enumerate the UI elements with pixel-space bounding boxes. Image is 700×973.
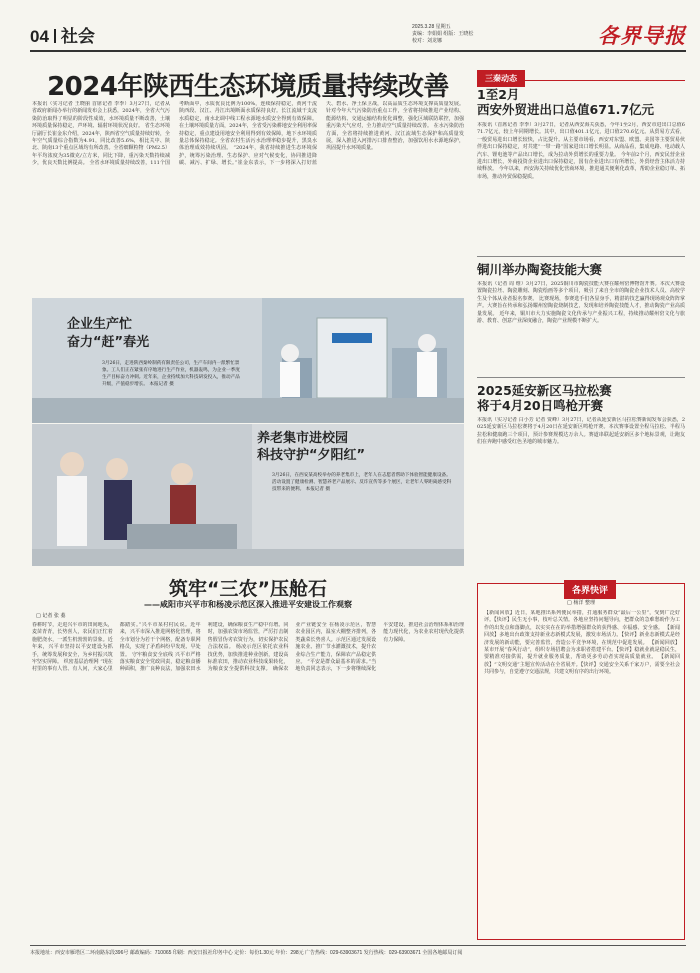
page-header — [30, 22, 686, 48]
commentary-byline: □ 杨洋 整理 — [567, 600, 595, 606]
page-footer: 本报地址：西安市雁塔区二环南路东段396号 邮政编码：710065 印刷：西安日报社印务中心 定价：每份1.30元 年价：298元 广告热线：029-63903671 发行热线：029-63903671 全国各地邮局订阅 — [30, 945, 686, 956]
divider — [477, 377, 685, 378]
commentary-box — [477, 583, 685, 940]
page-number-section — [30, 22, 95, 47]
section-name: 社会 — [60, 27, 95, 46]
photo2-caption: 3月26日，在西安某高校举办的养老集市上，老年人在志愿者帮助下体验智能健康设备。活动设置了健康检测、智慧养老产品展示、反诈宣传等多个展区，让老年人零距离感受科技带来的便利。 本报记者 摄 — [272, 473, 452, 492]
commentary-body: 【新闻回放】近日，某地推出系列便民举措，打通服务群众“最后一公里”，受到广泛好评。【快评】民生无小事，枝叶总关情。各地应坚持问题导向，把群众的急难愁盼作为工作的出发点和落脚点，以实实在在的举措增强群众的获得感、幸福感、安全感。 【新闻回放】多地出台政策支持新业态新模式发展，激发市场活力。【快评】新业态新模式是经济发展的新动能，要完善监管，营造公平竞争环境，在规范中促进发展。 【新闻回放】某市开展“春风行动”，组织专场招聘会为求职者搭建平台。【快评】稳就业就是稳民生，要精准对接供需，提升就业服务质量，帮助更多劳动者实现高质量就业。 【新闻回放】“文明交通”主题宣传活动在全省展开。【快评】交通安全关系千家万户，需要全社会共同参与，自觉遵守交通法规，共建文明有序的出行环境。 — [484, 610, 680, 676]
editor-line: 责编：李娟娟 组版：王晓松 — [412, 31, 474, 37]
newspaper-logo: 各界导报 — [598, 23, 686, 48]
commentary-tag: 各界快评 — [564, 580, 616, 599]
photo1-headline: 企业生产忙 奋力“赶”春光 — [67, 317, 150, 350]
proof-line: 校对：刘龙娜 — [412, 38, 443, 44]
divider — [477, 256, 685, 257]
right-article1-title: 1至2月 西安外贸进出口总值671.7亿元 — [477, 87, 655, 117]
right-article1-body: 本报讯（首席记者 李季）3月27日，记者从西安海关获悉，今年1至2月，西安市进出口总值671.7亿元，较上年同期增长。其中，出口值401.1亿元，进口值270.6亿元。从贸易方式看，一般贸易进出口增长较快，占比提升。从主要市场看，西安对东盟、欧盟、美国等主要贸易伙伴进出口保持稳定，对共建“一带一路”国家进出口增长明显。从商品看，集成电路、电动载人汽车、锂电池等产品出口增长，成为拉动外贸增长的重要力量。 今年前2个月，西安民营企业进出口增长，外商投资企业进出口保持稳定，国有企业进出口有所增长，外贸经营主体活力持续释放。 今年以来，西安海关持续优化营商环境，推进通关便利化改革，帮助企业稳订单、拓市场，推动外贸保稳提质。 — [477, 122, 685, 180]
photo2-headline: 养老集市进校园 科技守护“夕阳红” — [257, 431, 366, 463]
issue-date: 2025.3.28 星期五 — [412, 24, 451, 30]
issue-info — [412, 24, 473, 45]
right-article2-body: 本报讯（记者 周 维）3月27日，2025铜川市陶瓷技能大赛在耀州窑博物馆开赛。本次大赛设置陶瓷拉坯、陶瓷雕刻、陶瓷绘画等多个项目，吸引了来自全市的陶瓷企业技术人员、高校学生及个体从业者报名参赛。 比赛现场，参赛选手们各显身手，精湛的技艺赢得现场观众阵阵掌声。大赛旨在传承和弘扬耀州窑陶瓷烧制技艺，发现和培养陶瓷技能人才，推动陶瓷产业高质量发展。 近年来，铜川市大力实施陶瓷文化传承与产业振兴工程，持续推动耀州窑文化与旅游、教育、创意产业深度融合，陶瓷产业规模不断扩大。 — [477, 281, 685, 325]
right-column-section-bar — [477, 66, 685, 81]
photo1-caption: 3月26日，走进陕西秦岭制药有限责任公司，生产车间内一派繁忙景象。工人们正在紧张有序地进行生产作业，机器轰鸣，为企业一季度生产目标奋力冲刺。近年来，企业持续加大科技研发投入，推动产品升级，产值稳步增长。 本报记者 摄 — [102, 361, 240, 387]
right-article2-title: 铜川举办陶瓷技能大赛 — [477, 262, 603, 277]
dynamics-tag: 三秦动态 — [477, 70, 525, 87]
right-article3-body: 本报讯（实习记者 白小芳 记者 贾峰）3月27日，记者从延安新区马拉松赛新闻发布会获悉，2025延安新区马拉松赛将于4月20日在延安新区鸣枪开赛。本次赛事设置全程马拉松、半程马拉松和健康跑三个项目，预计参赛规模达万余人。赛道串联起延安新区多个地标景观，让跑友们在奔跑中感受红色圣地的城市魅力。 — [477, 417, 685, 446]
feature-byline: □ 记者 张 蓁 — [36, 613, 66, 619]
main-article-body: 本报讯（实习记者 王晓丽 首席记者 李季）3月27日，记者从省政府新闻办举行的新闻发布会上获悉，2024年，全省大气污染防治取得了明显的阶段性成效，水环境质量不断改善，土壤环境质量保持稳定，声环境、辐射环境状况良好。 省生态环境厅副厅长崔金东介绍，2024年，陕西省空气质量持续好转，全年空气质量综合指数为4.91，同比改善5.6%，相比关中、陕北、陕南13个重点区域均有所改善。全省细颗粒物（PM2.5）年平均浓度为35微克/立方米，同比下降，重污染天数持续减少，优良天数比例提高。 全省水环境质量持续改善，111个国考断面中，水质优良比例为100%，连续保持稳定，黄河干流陕西段、汉江、丹江出境断面水质保持良好。长江流域干支流水质稳定，南水北调中线工程水源地水质安全得到有效保障。 在土壤环境质量方面，2024年，全省受污染耕地安全利用率保持稳定，重点建设用地安全利用得到有效保障，地下水环境质量总体保持稳定。全省农村生活污水治理率稳步提升，黑臭水体治理成效持续巩固。 “2024年，我省持续推进生态环境保护，统筹污染治理、生态保护、应对气候变化，协同推进降碳、减污、扩绿、增长。”崔金东表示，下一步将深入打好蓝天、碧水、净土保卫战，以高品质生态环境支撑高质量发展。 针对今年大气污染防治重点工作，全省将持续推进产业结构、能源结构、交通运输结构优化调整，强化区域联防联控，加强重污染天气应对，全力推动空气质量持续改善。 在水污染防治方面，全省将持续推进黄河、汉江流域生态保护和高质量发展，深入推进入河排污口排查整治，加强饮用水水源地保护，巩固提升水环境质量。 — [32, 101, 464, 167]
elderly-fair-photo — [32, 424, 464, 566]
page-number: 04 — [30, 27, 49, 46]
feature-headline: 筑牢“三农”压舱石 — [169, 578, 327, 600]
right-article3-title: 2025延安新区马拉松赛 将于4月20日鸣枪开赛 — [477, 383, 612, 413]
main-headline: 2024年陕西生态环境质量持续改善 — [47, 72, 449, 102]
header-rule — [30, 50, 686, 52]
factory-photo — [32, 298, 464, 423]
feature-body: 春耕时节，走进兴平市的田间地头，麦苗青青，长势喜人，农民们正忙着施肥浇水，一派生机勃勃的景象。近年来，兴平市坚持以平安建设为抓手，统筹发展和安全，为乡村振兴筑牢坚实屏障。 织密基层治理网 “现在村里的事有人管、有人问，大家心里都踏实。”兴平市某村村民说。近年来，兴平市深入推进网格化管理，将全市划分为若干个网格，配备专职网格员，实现了矛盾纠纷早发现、早处置。 守牢粮食安全底线 兴平市严格落实粮食安全党政同责，稳定粮食播种面积，推广良种良法，加强农田水利建设，确保粮食生产稳中有增。同时，加强农资市场监管，严厉打击制售假冒伪劣农资行为，切实保护农民合法权益。 杨凌示范区依托农业科技优势，加快推进种业创新，建设高标准农田，推动农业科技成果转化，为粮食安全提供科技支撑。 确保农业产业链安全 在杨凌示范区，智慧农业园区内，温室大棚整齐排列，各类蔬菜长势喜人。示范区通过发展设施农业、推广节水灌溉技术，提升农业综合生产能力，保障农产品稳定供应。 “平安是群众最基本的需求。”当地负责同志表示，下一步将继续深化平安建设，推进社会治理体系和治理能力现代化，为农业农村现代化提供有力保障。 — [32, 622, 464, 673]
feature-subtitle: ——咸阳市兴平市和杨凌示范区深入推进平安建设工作观察 — [144, 600, 352, 609]
